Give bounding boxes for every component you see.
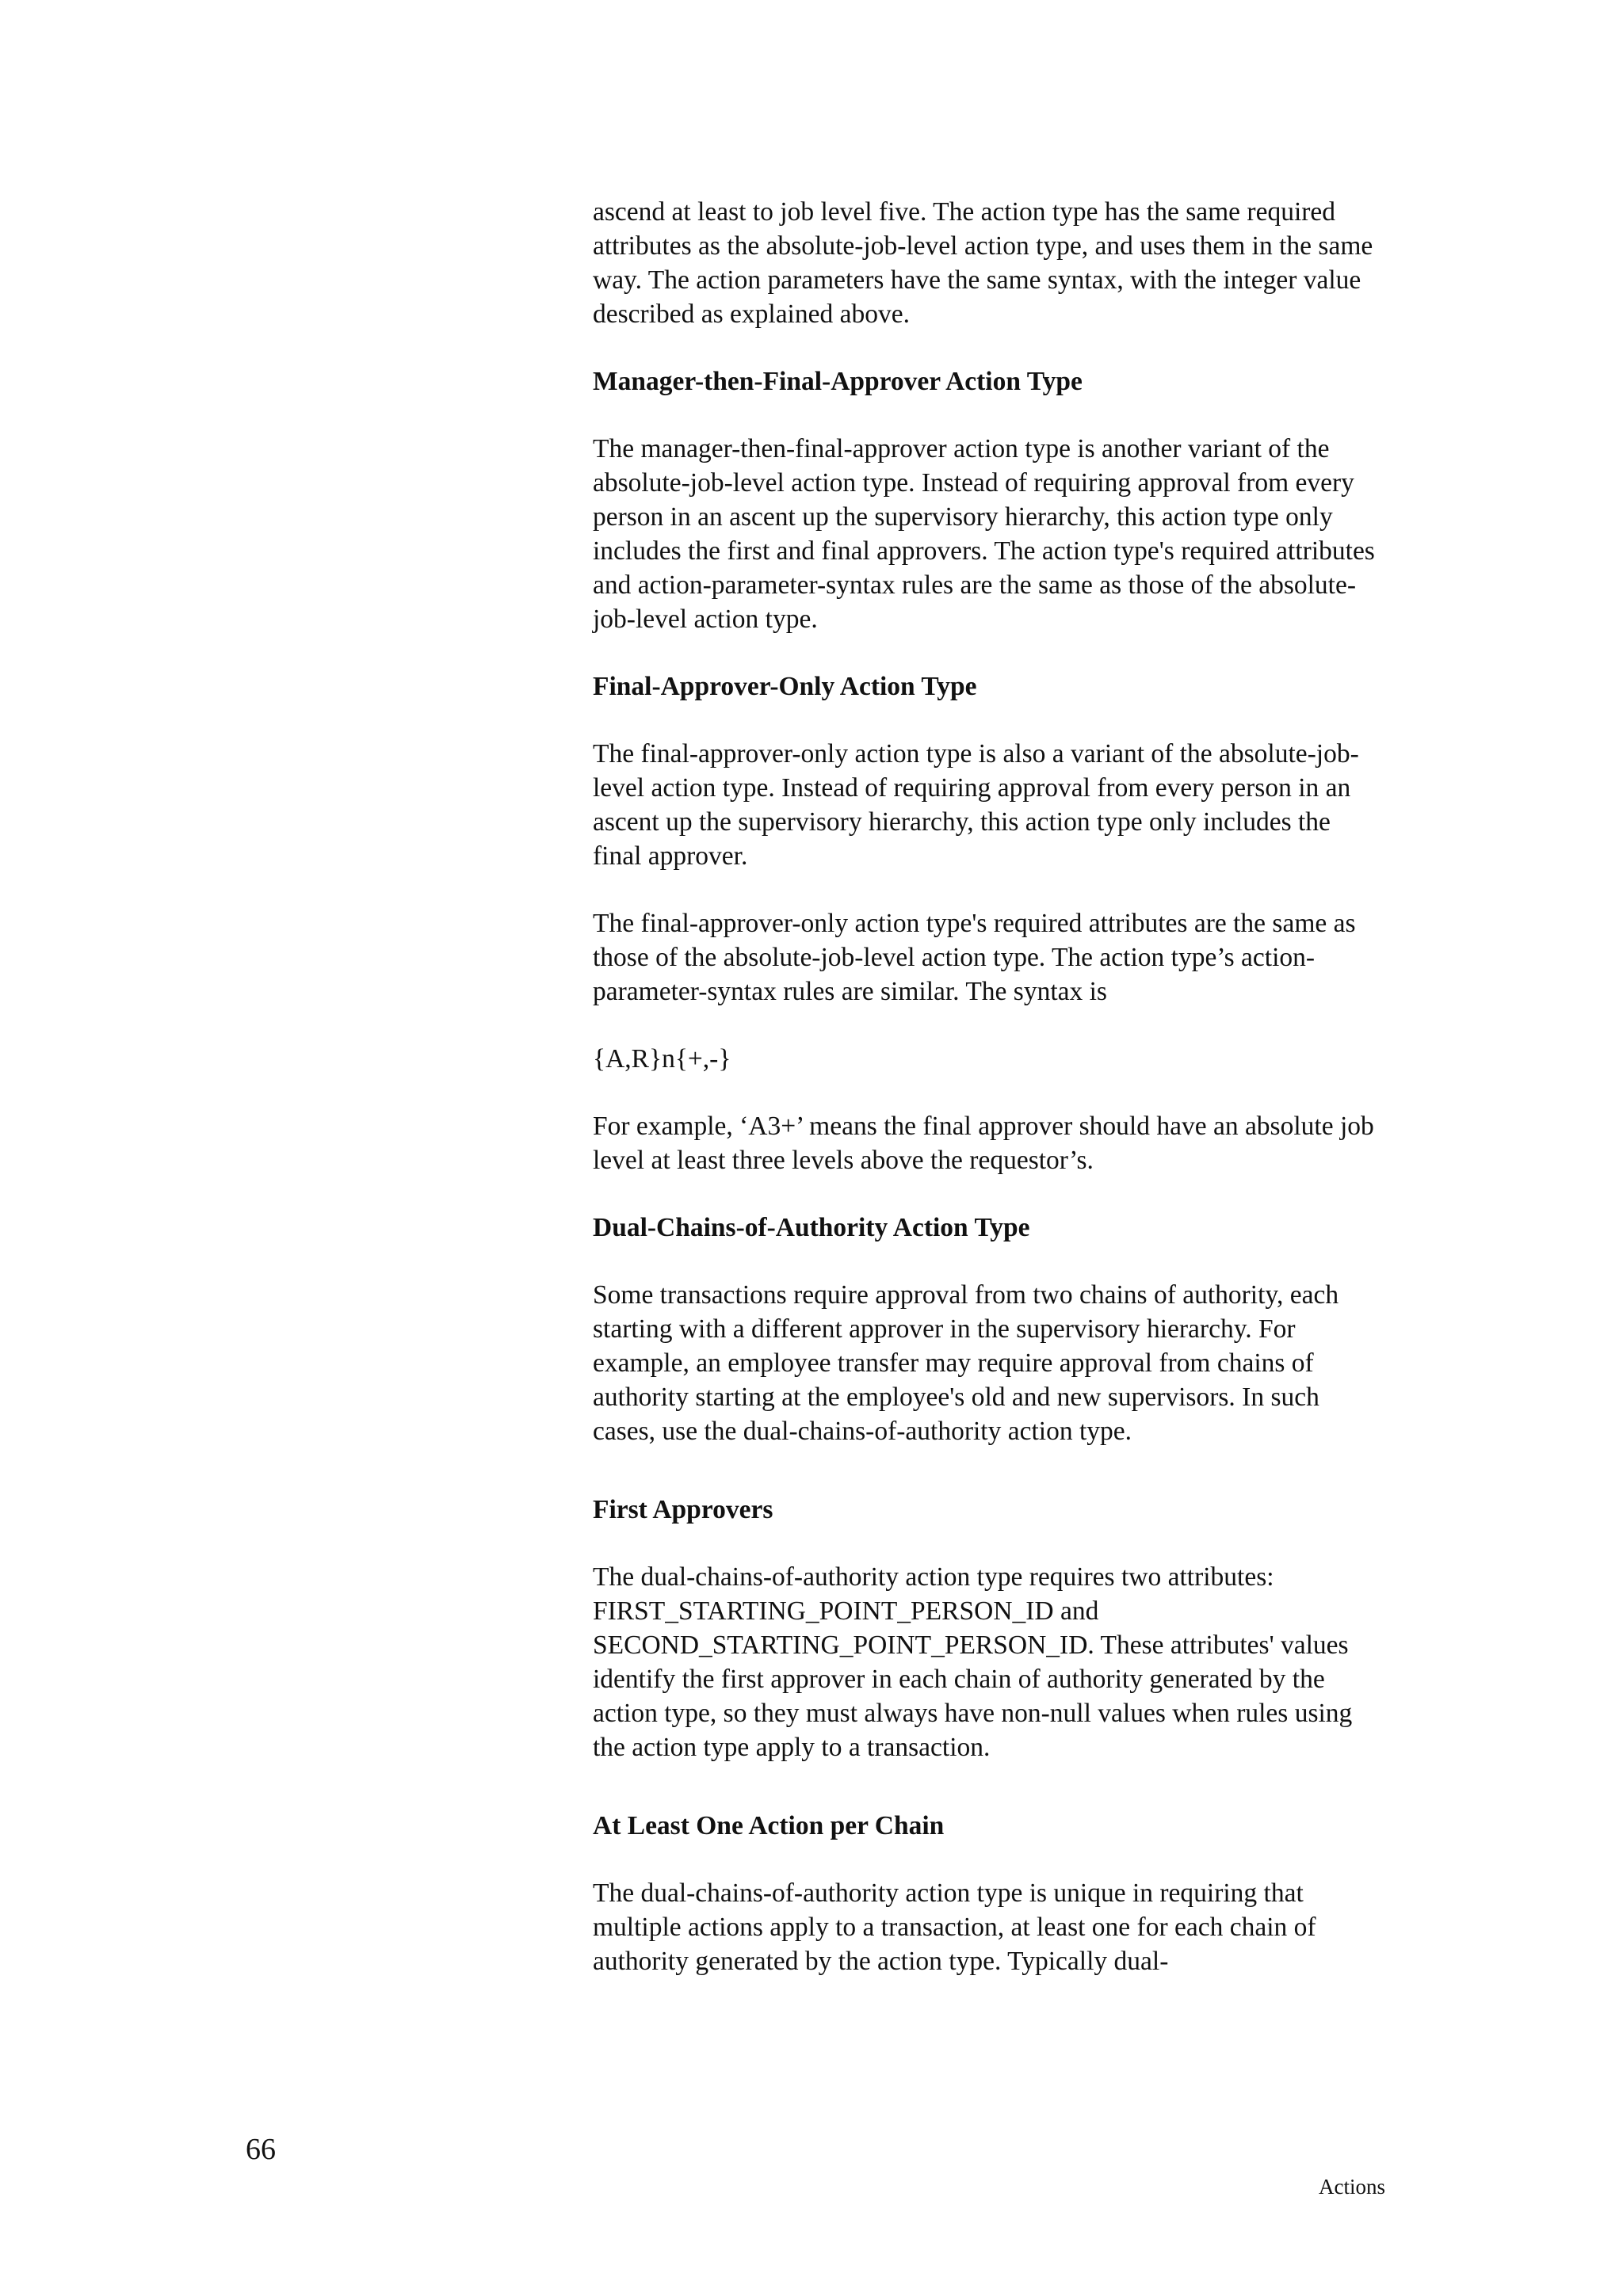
section-heading: Dual-Chains-of-Authority Action Type [593, 1213, 1030, 1242]
paragraph: For example, ‘A3+’ means the final approver should have an absolute job level at least three levels above the requestor’s. [593, 1112, 1374, 1175]
page-number: 66 [246, 2133, 276, 2166]
syntax-line: {A,R}n{+,-} [593, 1044, 731, 1074]
paragraph: The manager-then-final-approver action type is another variant of the absolute-job-level action type. Instead of requiring approval from every person in an ascent up the supervisory hierarchy, this action type only includes the first and final approvers. The action type's required attributes and action-parameter-syntax rules are the same as those of the absolute-job-level action type. [593, 434, 1375, 634]
paragraph: The final-approver-only action type's required attributes are the same as those of the absolute-job-level action type. The action type’s action-parameter-syntax rules are similar. The syntax is [593, 909, 1356, 1006]
running-footer: Actions [1319, 2175, 1385, 2199]
paragraph: Some transactions require approval from two chains of authority, each starting with a different approver in the supervisory hierarchy. For example, an employee transfer may require approval from chains of authority starting at the employee's old and new supervisors. In such cases, use the dual-chains-of-authority action type. [593, 1280, 1339, 1446]
body-text-column [593, 195, 1385, 2012]
paragraph: The final-approver-only action type is also a variant of the absolute-job-level action type. Instead of requiring approval from every person in an ascent up the supervisory hierarchy, this action type only includes the final approver. [593, 739, 1359, 871]
section-heading: Final-Approver-Only Action Type [593, 672, 977, 701]
paragraph: The dual-chains-of-authority action type is unique in requiring that multiple actions apply to a transaction, at least one for each chain of authority generated by the action type. Typically dual- [593, 1878, 1316, 1976]
section-heading: Manager-then-Final-Approver Action Type [593, 367, 1083, 396]
subsection-heading: At Least One Action per Chain [593, 1811, 945, 1840]
paragraph: ascend at least to job level five. The action type has the same required attributes as the absolute-job-level action type, and uses them in the same way. The action parameters have the same syntax, with the integer value described as explained above. [593, 197, 1373, 329]
paragraph: The dual-chains-of-authority action type requires two attributes: FIRST_STARTING_POINT_PERSON_ID and SECOND_STARTING_POINT_PERSON_ID. These attributes' values identify the first approver in each chain of authority generated by the action type, so they must always have non-null values when rules using the action type apply to a transaction. [593, 1562, 1353, 1762]
subsection-heading: First Approvers [593, 1495, 773, 1524]
